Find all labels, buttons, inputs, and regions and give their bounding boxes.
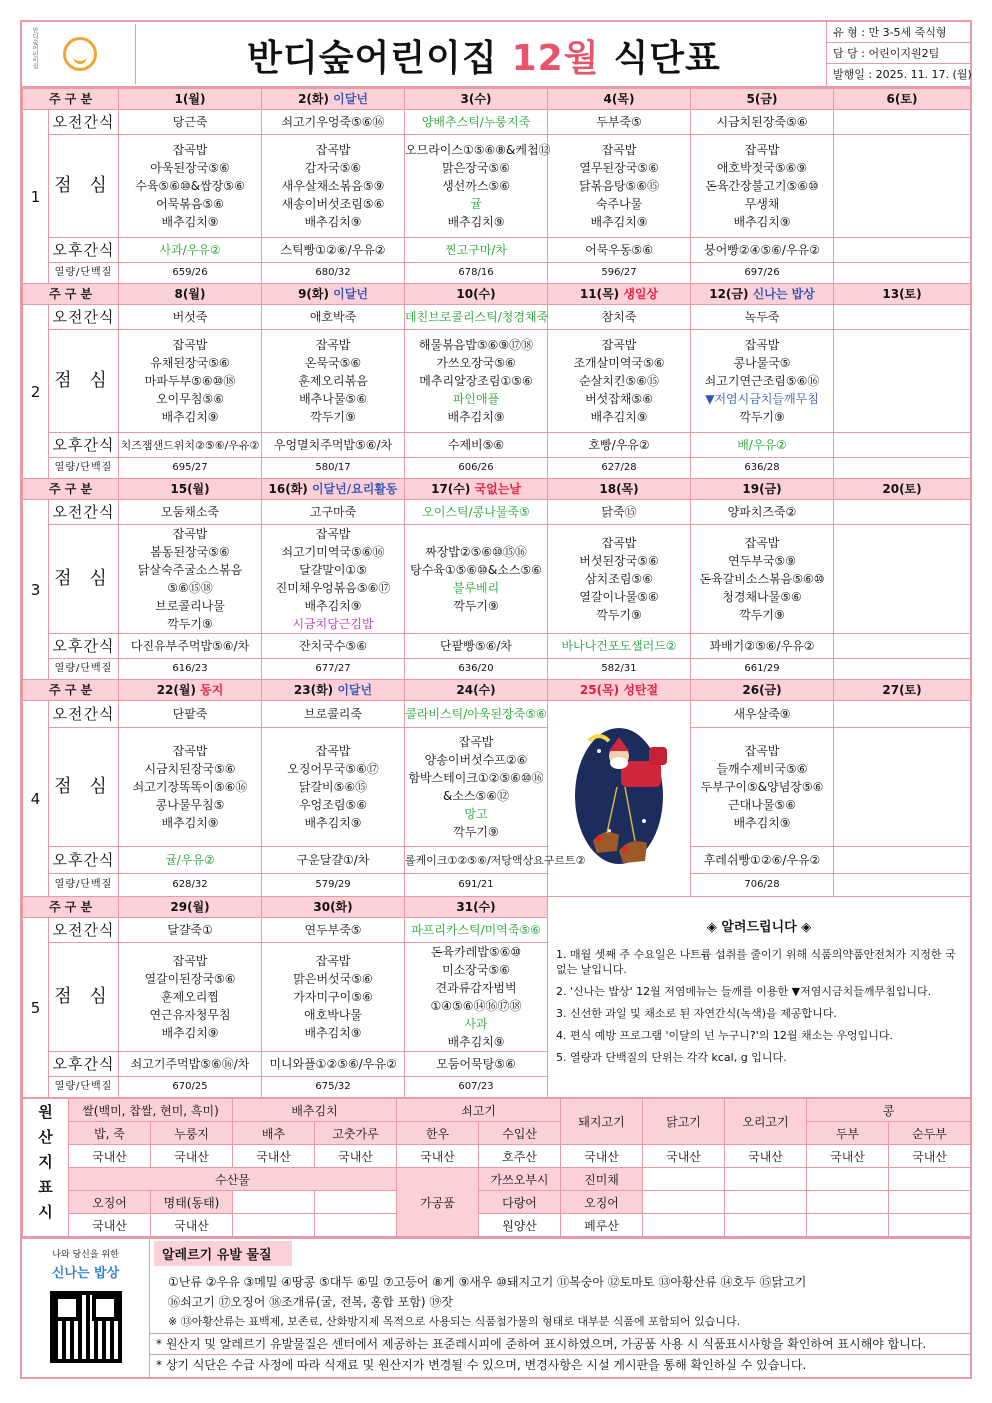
smile-logo-icon	[63, 37, 97, 71]
afternoon-cell: 구운달걀①/차	[262, 846, 405, 873]
morning-cell: 참치죽	[548, 305, 691, 330]
lunch-cell: 잡곡밥 조개살미역국⑤⑥ 순살치킨⑤⑥⑮ 버섯잡채⑤⑥ 배추김치⑨	[548, 330, 691, 433]
row-label: 점 심	[49, 135, 119, 238]
row-label: 오후간식	[49, 1052, 119, 1077]
kcal-cell: 580/17	[262, 458, 405, 479]
lunch-cell: 잡곡밥 양송이버섯수프②⑥ 함박스테이크①②⑤⑥⑩⑯ &소스⑤⑥⑫ 망고 깍두기⑨	[405, 728, 548, 847]
kcal-cell: 691/21	[405, 874, 548, 897]
afternoon-cell: 찐고구마/차	[405, 238, 548, 263]
week-header: 주 구 분	[23, 897, 119, 918]
day-header: 15(월)	[119, 479, 262, 500]
morning-cell: 녹두죽	[691, 305, 834, 330]
morning-cell: 양배추스틱/누룽지죽	[405, 110, 548, 135]
lunch-cell: 잡곡밥 버섯된장국⑤⑥ 삼치조림⑤⑥ 열갈이나물⑤⑥ 깍두기⑨	[548, 525, 691, 634]
row-label: 열량/단백질	[49, 1077, 119, 1098]
day-header: 8(월)	[119, 284, 262, 305]
lunch-cell: 잡곡밥 연두부국⑤⑨ 돈육갈비소스볶음⑤⑥⑩ 청경채나물⑤⑥ 깍두기⑨	[691, 525, 834, 634]
weekly-menu-table	[22, 88, 971, 1098]
morning-cell: 연두부죽⑤	[262, 918, 405, 943]
week-number: 2	[23, 305, 49, 479]
day-header: 22(월) 동지	[119, 680, 262, 701]
lunch-cell	[834, 330, 971, 433]
morning-cell: 데친브로콜리스틱/청경채죽	[405, 305, 548, 330]
week-header: 주 구 분	[23, 680, 119, 701]
morning-cell	[834, 110, 971, 135]
morning-cell: 애호박죽	[262, 305, 405, 330]
day-header: 1(월)	[119, 89, 262, 110]
brand-logo: 신나는 밥상	[51, 1266, 120, 1281]
row-label: 오전간식	[49, 918, 119, 943]
kcal-cell: 636/28	[691, 458, 834, 479]
day-header: 19(금)	[691, 479, 834, 500]
morning-cell: 양파치즈죽②	[691, 500, 834, 525]
kcal-cell: 706/28	[691, 874, 834, 897]
footnote-1: * 원산지 및 알레르기 유발물질은 센터에서 제공하는 표준레시피에 준하여 표시하였으며, 가공품 사용 시 식품표시사항을 확인하여 표시해야 합니다.	[156, 1337, 927, 1351]
morning-cell: 새우살죽⑨	[691, 701, 834, 728]
row-label: 오전간식	[49, 701, 119, 728]
row-label: 점 심	[49, 943, 119, 1052]
morning-cell: 쇠고기우엉죽⑤⑥⑯	[262, 110, 405, 135]
kcal-cell: 695/27	[119, 458, 262, 479]
lunch-cell: 잡곡밥 감자국⑤⑥ 새우살채소볶음⑤⑨ 새송이버섯조림⑤⑥ 배추김치⑨	[262, 135, 405, 238]
morning-cell: 달걀죽①	[119, 918, 262, 943]
afternoon-cell: 잔치국수⑤⑥	[262, 634, 405, 659]
kcal-cell: 661/29	[691, 659, 834, 680]
lunch-cell: 잡곡밥 맑은버섯국⑤⑥ 가자미구이⑤⑥ 애호박나물 배추김치⑨	[262, 943, 405, 1052]
week-header: 주 구 분	[23, 89, 119, 110]
row-label: 열량/단백질	[49, 458, 119, 479]
kcal-cell: 579/29	[262, 874, 405, 897]
lunch-cell: 잡곡밥 콩나물국⑤ 쇠고기연근조림⑤⑥⑯ ▼저염시금치들깨무침 깍두기⑨	[691, 330, 834, 433]
afternoon-cell: 붕어빵②④⑤⑥/우유②	[691, 238, 834, 263]
afternoon-cell: 꽈배기②⑤⑥/우유②	[691, 634, 834, 659]
center-logo: 반디숲어린이집	[24, 24, 136, 84]
day-header: 18(목)	[548, 479, 691, 500]
row-label: 점 심	[49, 728, 119, 847]
day-header: 2(화) 이달넌	[262, 89, 405, 110]
week-number: 5	[23, 918, 49, 1098]
row-label: 점 심	[49, 330, 119, 433]
menu-sheet	[20, 20, 972, 1379]
row-label: 오전간식	[49, 305, 119, 330]
row-label: 열량/단백질	[49, 659, 119, 680]
row-label: 열량/단백질	[49, 263, 119, 284]
day-header: 3(수)	[405, 89, 548, 110]
kcal-cell: 678/16	[405, 263, 548, 284]
allergy-list: ①난류 ②우유 ③메밀 ④땅콩 ⑤대두 ⑥밀 ⑦고등어 ⑧게 ⑨새우 ⑩돼지고기 ⑪복숭아 ⑫토마토 ⑬아황산류 ⑭호두 ⑮닭고기 ⑯쇠고기 ⑰오징어 ⑱조개류(굴, 전복, 홍합 포함) ⑲잣 ※ ⑬아황산류는 표백제, 보존료, 산화방지제 목적으로 사용되는 식품첨가물의 형태로 대부분 식품에 포함되어 있습니다.	[168, 1275, 807, 1328]
afternoon-cell: 치즈잼샌드위치②⑤⑥/우유②	[119, 433, 262, 458]
brand-panel: 나와 당신을 위한 신나는 밥상	[22, 1239, 150, 1379]
kcal-cell: 582/31	[548, 659, 691, 680]
afternoon-cell: 수제비⑤⑥	[405, 433, 548, 458]
afternoon-cell	[834, 238, 971, 263]
meta-info: 유 형 : 만 3-5세 죽식형 담 당 : 어린이지원2팀 발행일 : 2025. 11. 17. (월)	[826, 22, 970, 86]
afternoon-cell: 사과/우유②	[119, 238, 262, 263]
week-number: 3	[23, 500, 49, 680]
day-header: 6(토)	[834, 89, 971, 110]
kcal-cell: 697/26	[691, 263, 834, 284]
christmas-santa-icon	[548, 701, 691, 897]
afternoon-cell: 단팥빵⑤⑥/차	[405, 634, 548, 659]
allergy-title: 알레르기 유발 물질	[154, 1241, 292, 1266]
morning-cell: 단팥죽	[119, 701, 262, 728]
kcal-cell: 675/32	[262, 1077, 405, 1098]
row-label: 열량/단백질	[49, 874, 119, 897]
row-label: 오전간식	[49, 500, 119, 525]
afternoon-cell: 롤케이크①②⑤⑥/저당액상요구르트②	[405, 846, 548, 873]
page-title: 반디숲어린이집 12월 식단표	[247, 38, 721, 79]
afternoon-cell: 귤/우유②	[119, 846, 262, 873]
week-number: 1	[23, 110, 49, 284]
lunch-cell: 잡곡밥 들깨수제비국⑤⑥ 두부구이⑤&양념장⑤⑥ 근대나물⑤⑥ 배추김치⑨	[691, 728, 834, 847]
lunch-cell: 잡곡밥 열무된장국⑤⑥ 닭볶음탕⑤⑥⑮ 숙주나물 배추김치⑨	[548, 135, 691, 238]
kcal-cell: 677/27	[262, 659, 405, 680]
morning-cell	[834, 500, 971, 525]
lunch-cell	[834, 135, 971, 238]
day-header: 31(수)	[405, 897, 548, 918]
day-header: 24(수)	[405, 680, 548, 701]
day-header: 17(수) 국없는날	[405, 479, 548, 500]
day-header: 30(화)	[262, 897, 405, 918]
kcal-cell: 659/26	[119, 263, 262, 284]
row-label: 점 심	[49, 525, 119, 634]
afternoon-cell: 호빵/우유②	[548, 433, 691, 458]
morning-cell	[834, 701, 971, 728]
lunch-cell: 돈육카레밥⑤⑥⑩ 미소장국⑤⑥ 견과류감자범벅 ①④⑤⑥⑭⑯⑰⑱ 사과 배추김치⑨	[405, 943, 548, 1052]
morning-cell: 두부죽⑤	[548, 110, 691, 135]
week-header: 주 구 분	[23, 284, 119, 305]
lunch-cell	[834, 728, 971, 847]
day-header: 12(금) 신나는 밥상	[691, 284, 834, 305]
header	[22, 22, 970, 88]
morning-cell: 시금치된장죽⑤⑥	[691, 110, 834, 135]
lunch-cell: 잡곡밥 열갈이된장국⑤⑥ 훈제오리찜 연근유자청무침 배추김치⑨	[119, 943, 262, 1052]
lunch-cell: 잡곡밥 시금치된장국⑤⑥ 쇠고기장똑똑이⑤⑥⑯ 콩나물무침⑤ 배추김치⑨	[119, 728, 262, 847]
day-header: 29(월)	[119, 897, 262, 918]
row-label: 오전간식	[49, 110, 119, 135]
morning-cell: 브로콜리죽	[262, 701, 405, 728]
lunch-cell: 잡곡밥 봄동된장국⑤⑥ 닭살숙주굴소스볶음 ⑤⑥⑮⑱ 브로콜리나물 깍두기⑨	[119, 525, 262, 634]
morning-cell: 버섯죽	[119, 305, 262, 330]
day-header: 16(화) 이달넌/요리활동	[262, 479, 405, 500]
lunch-cell: 짜장밥②⑤⑥⑩⑮⑯ 탕수육①⑤⑥⑩&소스⑤⑥ 블루베리 깍두기⑨	[405, 525, 548, 634]
qr-code-icon[interactable]	[50, 1291, 122, 1363]
lunch-cell: 잡곡밥 애호박젓국⑤⑥⑨ 돈육간장불고기⑤⑥⑩ 무생채 배추김치⑨	[691, 135, 834, 238]
afternoon-cell: 우엉멸치주먹밥⑤⑥/차	[262, 433, 405, 458]
row-label: 오후간식	[49, 238, 119, 263]
day-header: 27(토)	[834, 680, 971, 701]
afternoon-cell: 모둠어묵탕⑤⑥	[405, 1052, 548, 1077]
lunch-cell: 잡곡밥 아욱된장국⑤⑥ 수육⑤⑥⑩&쌈장⑤⑥ 어묵볶음⑤⑥ 배추김치⑨	[119, 135, 262, 238]
afternoon-cell	[834, 433, 971, 458]
row-label: 오후간식	[49, 846, 119, 873]
day-header: 23(화) 이달넌	[262, 680, 405, 701]
morning-cell: 콜라비스틱/아욱된장죽⑤⑥	[405, 701, 548, 728]
afternoon-cell: 배/우유②	[691, 433, 834, 458]
day-header: 4(목)	[548, 89, 691, 110]
day-header: 10(수)	[405, 284, 548, 305]
afternoon-cell	[834, 634, 971, 659]
morning-cell: 당근죽	[119, 110, 262, 135]
origin-label: 원산지표시	[23, 1099, 69, 1237]
kcal-cell: 606/26	[405, 458, 548, 479]
lunch-cell: 해물볶음밥⑤⑥⑨⑰⑱ 가쓰오장국⑤⑥ 메추리알장조림①⑤⑥ 파인애플 배추김치⑨	[405, 330, 548, 433]
day-header: 13(토)	[834, 284, 971, 305]
day-header: 26(금)	[691, 680, 834, 701]
kcal-cell: 616/23	[119, 659, 262, 680]
kcal-cell	[834, 263, 971, 284]
kcal-cell: 627/28	[548, 458, 691, 479]
kcal-cell: 628/32	[119, 874, 262, 897]
footnote-2: * 상기 식단은 수급 사정에 따라 식재료 및 원산지가 변경될 수 있으며, 변경사항은 시설 게시판을 통해 확인하실 수 있습니다.	[156, 1358, 807, 1372]
morning-cell: 모둠채소죽	[119, 500, 262, 525]
day-header: 9(화) 이달넌	[262, 284, 405, 305]
afternoon-cell: 후레쉬빵①②⑥/우유②	[691, 846, 834, 873]
kcal-cell: 670/25	[119, 1077, 262, 1098]
day-header: 11(목) 생일상	[548, 284, 691, 305]
morning-cell: 파프리카스틱/미역죽⑤⑥	[405, 918, 548, 943]
day-header: 20(토)	[834, 479, 971, 500]
afternoon-cell: 어묵우동⑤⑥	[548, 238, 691, 263]
morning-cell: 닭죽⑮	[548, 500, 691, 525]
lunch-cell: 잡곡밥 유채된장국⑤⑥ 마파두부⑤⑥⑩⑱ 오이무침⑤⑥ 배추김치⑨	[119, 330, 262, 433]
kcal-cell: 596/27	[548, 263, 691, 284]
lunch-cell	[834, 525, 971, 634]
morning-cell	[834, 305, 971, 330]
kcal-cell	[834, 458, 971, 479]
allergy-section	[22, 1237, 970, 1377]
afternoon-cell: 쇠고기주먹밥⑤⑥⑯/차	[119, 1052, 262, 1077]
kcal-cell	[834, 659, 971, 680]
kcal-cell: 607/23	[405, 1077, 548, 1098]
morning-cell: 고구마죽	[262, 500, 405, 525]
day-header: 5(금)	[691, 89, 834, 110]
row-label: 오후간식	[49, 634, 119, 659]
day-header: 25(목) 성탄절	[548, 680, 691, 701]
lunch-cell: 오므라이스①⑤⑥⑧&케첩⑫ 맑은장국⑤⑥ 생선까스⑤⑥ 귤 배추김치⑨	[405, 135, 548, 238]
notice-box: ◈ 알려드립니다 ◈ 1. 매월 셋째 주 수요일은 나트륨 섭취를 줄이기 위해 식품의약품안전처가 지정한 국 없는 날입니다. 2. '신나는 밥상' 12월 저염메뉴는 들깨를 이용한 ▼저염시금치들깨무침입니다. 3. 신선한 과일 및 채소로 된 자연간식(녹색)을 제공합니다. 4. 편식 예방 프로그램 '이달의 넌 누구니?'의 12월 채소는 우엉입니다. 5. 열량과 단백질의 단위는 각각 kcal, g 입니다.	[548, 897, 971, 1098]
afternoon-cell: 스틱빵①②⑥/우유②	[262, 238, 405, 263]
kcal-cell: 636/20	[405, 659, 548, 680]
week-number: 4	[23, 701, 49, 897]
lunch-cell: 잡곡밥 온묵국⑤⑥ 훈제오리볶음 배추나물⑤⑥ 깍두기⑨	[262, 330, 405, 433]
kcal-cell: 680/32	[262, 263, 405, 284]
week-header: 주 구 분	[23, 479, 119, 500]
lunch-cell: 잡곡밥 쇠고기미역국⑤⑥⑯ 달걀말이①⑤ 진미채우엉볶음⑤⑥⑰ 배추김치⑨ 시금치당근김밥	[262, 525, 405, 634]
morning-cell: 오이스틱/콩나물죽⑤	[405, 500, 548, 525]
row-label: 오후간식	[49, 433, 119, 458]
kcal-cell	[834, 874, 971, 897]
afternoon-cell	[834, 846, 971, 873]
lunch-cell: 잡곡밥 오징어무국⑤⑥⑰ 닭갈비⑤⑥⑮ 우엉조림⑤⑥ 배추김치⑨	[262, 728, 405, 847]
afternoon-cell: 미니와플①②⑤⑥/우유②	[262, 1052, 405, 1077]
origin-table: 원산지표시 쌀(백미, 찹쌀, 현미, 흑미) 배추김치 쇠고기 돼지고기 닭고기 오리고기 콩 밥, 죽 누룽지 배추 고춧가루 한우 수입산 두부 순두부 국내산 국내산 국내산 국내산 국내산 호주산 국내산 국내산 국내산 국내산 국내산 수산물 가공품 가쓰오부시 진미채 오징어 명태(동태) 다랑어 오징어 국내산 국내산 원양산 페루산	[22, 1098, 971, 1237]
afternoon-cell: 다진유부주먹밥⑤⑥/차	[119, 634, 262, 659]
afternoon-cell: 바나나건포도샐러드②	[548, 634, 691, 659]
